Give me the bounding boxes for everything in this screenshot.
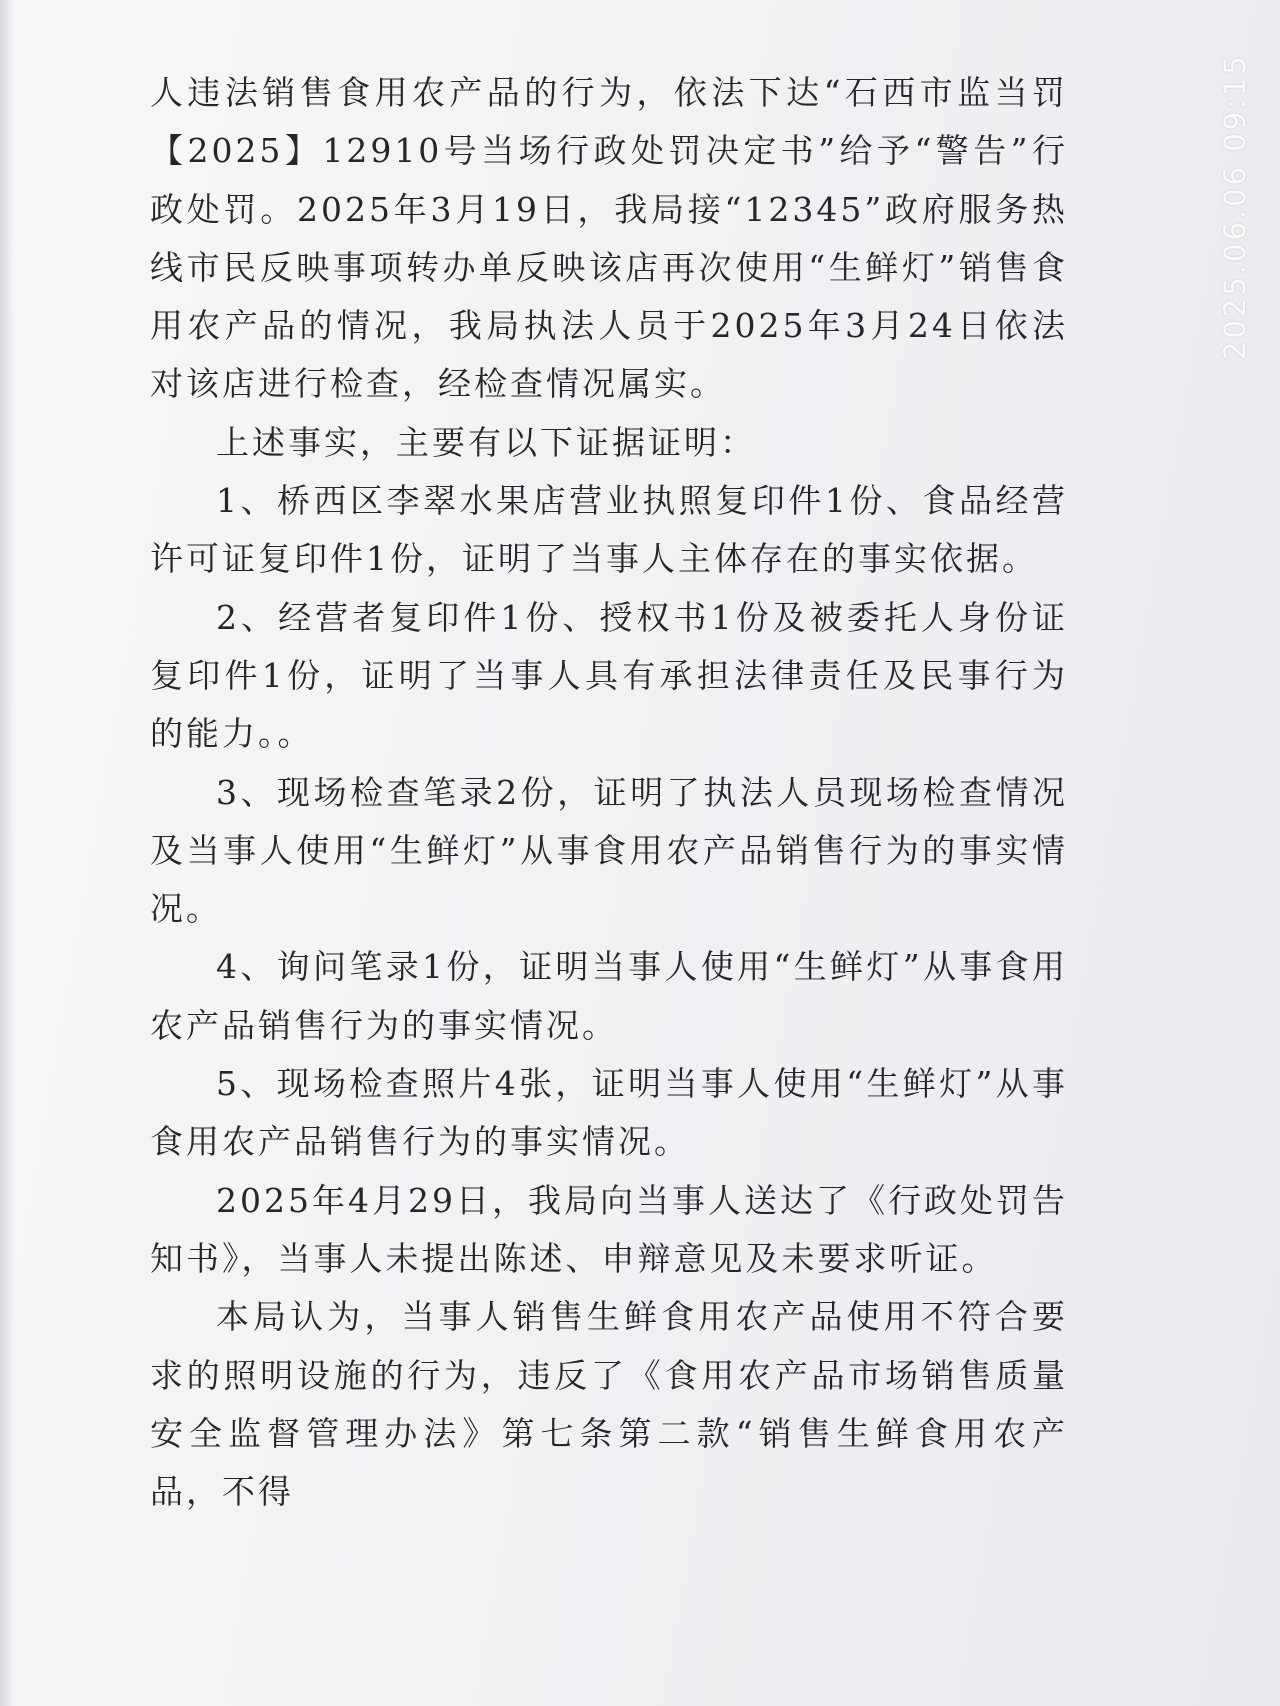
paper-edge-shadow — [0, 0, 14, 1706]
paragraph-evidence-intro: 上述事实，主要有以下证据证明： — [216, 422, 756, 462]
timestamp-watermark: 2025.06.06 09:15 — [1218, 53, 1252, 360]
paragraph-evidence-5: 5、现场检查照片4张，证明当事人使用“生鲜灯”从事食用农产品销售行为的事实情况。 — [150, 1064, 1068, 1162]
paragraph-evidence-4: 4、询问笔录1份，证明当事人使用“生鲜灯”从事食用农产品销售行为的事实情况。 — [150, 947, 1068, 1045]
paragraph-evidence-3: 3、现场检查笔录2份，证明了执法人员现场检查情况及当事人使用“生鲜灯”从事食用农产品销售行为的事实情况。 — [150, 772, 1068, 929]
paragraph-evidence-2: 2、经营者复印件1份、授权书1份及被委托人身份证复印件1份，证明了当事人具有承担法律责任及民事行为的能力。。 — [150, 597, 1068, 754]
paragraph-continuation: 人违法销售食用农产品的行为，依法下达“石西市监当罚【2025】12910号当场行政处罚决定书”给予“警告”行政处罚。2025年3月19日，我局接“12345”政府服务热线市民反映事项转办单反映该店再次使用“生鲜灯”销售食用农产品的情况，我局执法人员于2025年3月24日依法对该店进行检查，经检查情况属实。 — [150, 73, 1068, 404]
paragraph-notice-served: 2025年4月29日，我局向当事人送达了《行政处罚告知书》，当事人未提出陈述、申辩意见及未要求听证。 — [150, 1180, 1068, 1278]
document-body — [150, 64, 1068, 1521]
paragraph-evidence-1: 1、桥西区李翠水果店营业执照复印件1份、食品经营许可证复印件1份，证明了当事人主体存在的事实依据。 — [150, 481, 1068, 579]
paragraph-finding: 本局认为，当事人销售生鲜食用农产品使用不符合要求的照明设施的行为，违反了《食用农产品市场销售质量安全监督管理办法》第七条第二款“销售生鲜食用农产品，不得 — [150, 1297, 1068, 1512]
